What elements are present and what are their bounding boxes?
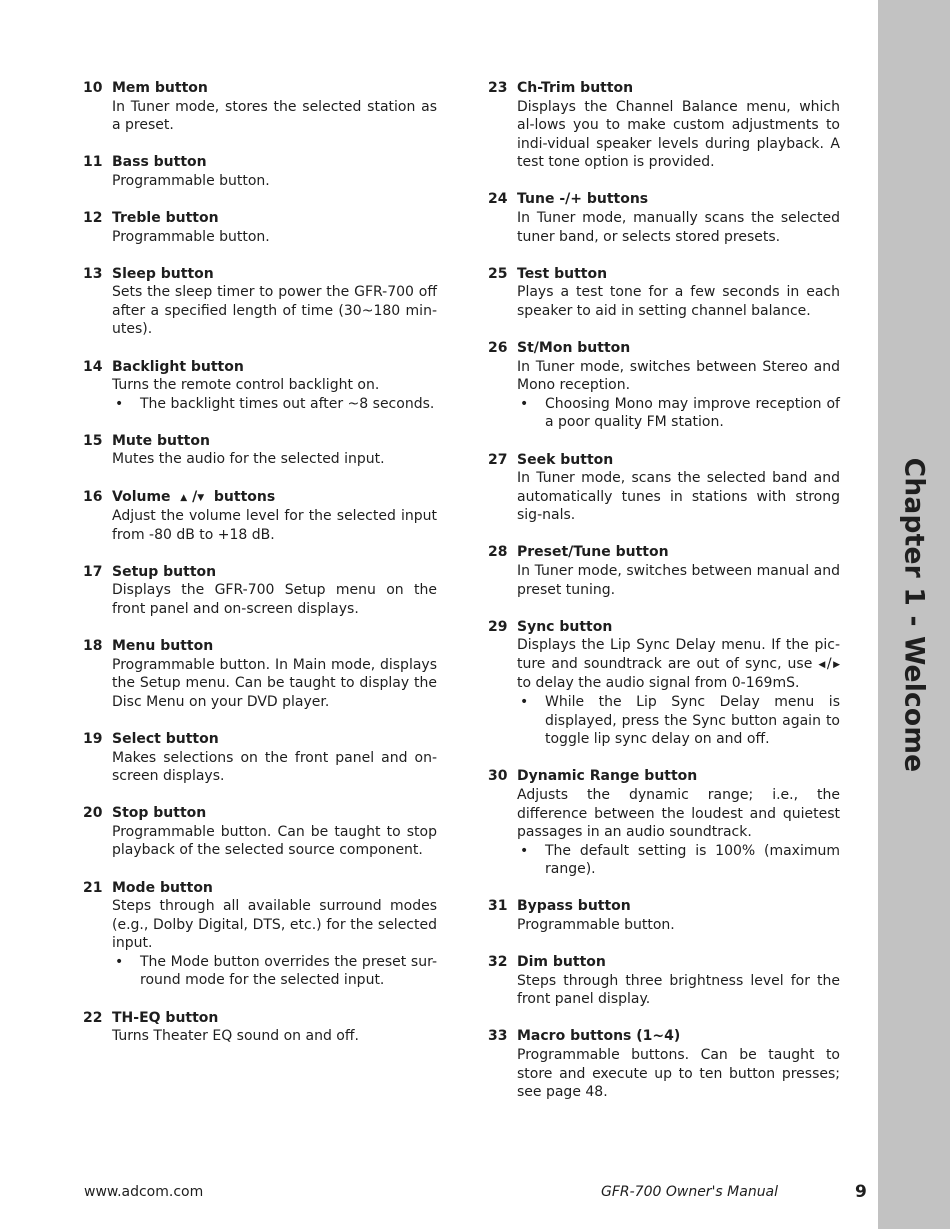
list-item (83, 730, 437, 786)
list-item (83, 563, 437, 619)
bullet-icon: • (520, 842, 529, 859)
item-description: Mutes the audio for the selected input. (112, 451, 385, 468)
bullet-note (517, 395, 840, 432)
item-description: Turns Theater EQ sound on and off. (112, 1028, 359, 1045)
item-description: Programmable buttons. Can be taught to store and execute up to ten button presses; see page 48. (517, 1046, 840, 1101)
list-item (83, 358, 437, 414)
item-title: TH-EQ button (112, 1009, 219, 1026)
page-number: 9 (855, 1182, 867, 1202)
item-description: Programmable button. Can be taught to stop playback of the selected source component. (112, 823, 437, 859)
item-title: Test button (517, 265, 608, 282)
bullet-note (517, 693, 840, 749)
item-number: 23 (488, 80, 508, 96)
right-column (488, 79, 840, 1120)
list-item (83, 637, 437, 711)
bullet-icon: • (115, 395, 124, 412)
list-item (488, 897, 840, 934)
bullet-text: While the Lip Sync Delay menu is displayed, press the Sync button again to toggle lip sync delay on and off. (545, 694, 840, 748)
list-item (488, 265, 840, 321)
item-title: Bass button (112, 154, 207, 171)
item-number: 22 (83, 1009, 103, 1026)
item-description: Steps through three brightness level for the front panel display. (517, 972, 840, 1008)
item-title: Dynamic Range button (517, 768, 698, 785)
item-title: Seek button (517, 451, 614, 468)
item-title: Volume ▲ /▼ buttons (112, 488, 276, 505)
left-column (83, 79, 437, 1064)
bullet-note (517, 842, 840, 879)
item-title: Stop button (112, 805, 207, 822)
item-title: Dim button (517, 954, 606, 971)
item-description: Plays a test tone for a few seconds in each speaker to aid in setting channel balance. (517, 284, 840, 319)
item-number: 13 (83, 265, 103, 282)
footer-manual-title: GFR-700 Owner's Manual (601, 1184, 779, 1200)
list-item (83, 209, 437, 246)
bullet-icon: • (115, 953, 124, 970)
list-item (488, 618, 840, 749)
list-item (488, 1027, 840, 1101)
item-title: Ch-Trim button (517, 80, 634, 96)
item-number: 30 (488, 768, 508, 785)
item-description-part-1: Displays the Lip Sync Delay menu. If the pic-ture and soundtrack are out of sync, use (517, 637, 840, 672)
list-item (488, 953, 840, 1009)
list-item (83, 488, 437, 545)
item-description: Displays the GFR-700 Setup menu on the front panel and on-screen displays. (112, 582, 437, 617)
item-description: Programmable button. In Main mode, displays the Setup menu. Can be taught to display the Disc Menu on your DVD player. (112, 656, 437, 710)
list-item (83, 804, 437, 860)
item-number: 24 (488, 191, 508, 208)
list-item (488, 451, 840, 525)
item-number: 21 (83, 879, 103, 896)
item-number: 29 (488, 618, 508, 635)
item-title: Mode button (112, 879, 213, 896)
bullet-text: The Mode button overrides the preset sur-round mode for the selected input. (140, 953, 437, 989)
item-number: 11 (83, 154, 103, 171)
bullet-icon: • (520, 694, 529, 711)
triangle-right-icon: ▶ (831, 659, 841, 670)
item-title: Mute button (112, 432, 210, 449)
item-description: Displays the Channel Balance menu, which al-lows you to make custom adjustments to indi-vidual speaker levels during playback. A test tone option is provided. (517, 98, 840, 171)
item-title: Sleep button (112, 265, 214, 282)
list-item (83, 265, 437, 339)
bullet-note (112, 953, 437, 990)
list-item (488, 79, 840, 172)
item-description: Displays the Lip Sync Delay menu. If the pic-ture and soundtrack are out of sync, use ◀/▶ to delay the audio signal from 0-169mS. (517, 637, 841, 692)
item-title: Treble button (112, 209, 219, 226)
list-item (83, 879, 437, 991)
item-description: Programmable button. (517, 916, 675, 933)
item-title: Mem button (112, 80, 208, 96)
item-description: Sets the sleep timer to power the GFR-700 off after a specified length of time (30~180 min-utes). (112, 284, 437, 338)
item-title-prefix: Volume (112, 488, 171, 505)
bullet-text: The backlight times out after ~8 seconds. (140, 395, 435, 412)
item-description: Programmable button. (112, 228, 270, 245)
item-title: Preset/Tune button (517, 544, 669, 561)
item-number: 15 (83, 432, 103, 449)
item-title: Bypass button (517, 898, 631, 915)
item-description: Turns the remote control backlight on. (112, 377, 380, 394)
item-description: Adjust the volume level for the selected input from -80 dB to +18 dB. (112, 508, 437, 543)
item-description: In Tuner mode, manually scans the selected tuner band, or selects stored presets. (517, 210, 840, 245)
item-number: 25 (488, 265, 508, 282)
list-item (488, 543, 840, 599)
item-number: 12 (83, 209, 103, 226)
item-number: 33 (488, 1028, 508, 1045)
bullet-text: The default setting is 100% (maximum range). (545, 842, 840, 878)
item-title: Setup button (112, 563, 217, 580)
item-number: 20 (83, 805, 103, 822)
list-item (488, 767, 840, 879)
item-description: Adjusts the dynamic range; i.e., the difference between the loudest and quietest passages in an audio soundtrack. (517, 786, 840, 841)
item-description: Steps through all available surround modes (e.g., Dolby Digital, DTS, etc.) for the selected input. (112, 898, 437, 952)
item-title: Menu button (112, 638, 214, 655)
item-title-suffix: buttons (213, 488, 276, 505)
bullet-icon: • (520, 395, 529, 412)
item-title: St/Mon button (517, 340, 631, 357)
list-item (83, 153, 437, 190)
item-number: 31 (488, 898, 508, 915)
item-description: Programmable button. (112, 172, 270, 189)
item-number: 16 (83, 488, 103, 505)
triangle-left-icon: ◀ (818, 659, 827, 670)
bullet-note (112, 395, 437, 414)
list-item (83, 1009, 437, 1046)
list-item (83, 79, 437, 135)
list-item (488, 190, 840, 246)
item-number: 32 (488, 954, 508, 971)
item-description: Makes selections on the front panel and on-screen displays. (112, 749, 437, 785)
item-description-part-2: to delay the audio signal from 0-169mS. (517, 675, 800, 692)
item-title: Backlight button (112, 358, 244, 375)
item-number: 18 (83, 638, 103, 655)
bullet-text: Choosing Mono may improve reception of a poor quality FM station. (545, 395, 840, 431)
item-number: 27 (488, 451, 508, 468)
item-title: Macro buttons (1~4) (517, 1028, 681, 1045)
item-number: 17 (83, 563, 103, 580)
item-description: In Tuner mode, switches between manual and preset tuning. (517, 562, 840, 598)
item-description: In Tuner mode, scans the selected band and automatically tunes in stations with strong sig-nals. (517, 470, 840, 524)
item-title: Tune -/+ buttons (517, 191, 649, 208)
triangle-down-icon: ▼ (197, 492, 205, 503)
item-title: Select button (112, 730, 219, 747)
footer-website: www.adcom.com (84, 1184, 204, 1200)
item-number: 28 (488, 544, 508, 561)
triangle-up-icon: ▲ (180, 492, 188, 503)
item-number: 19 (83, 730, 103, 747)
list-item (488, 339, 840, 432)
item-title: Sync button (517, 618, 613, 635)
item-number: 26 (488, 340, 508, 357)
item-number: 10 (83, 80, 103, 96)
item-description: In Tuner mode, switches between Stereo and Mono reception. (517, 358, 840, 394)
list-item (83, 432, 437, 469)
chapter-title: Chapter 1 - Welcome (898, 457, 930, 773)
item-number: 14 (83, 358, 103, 375)
item-description: In Tuner mode, stores the selected station as a preset. (112, 98, 437, 134)
